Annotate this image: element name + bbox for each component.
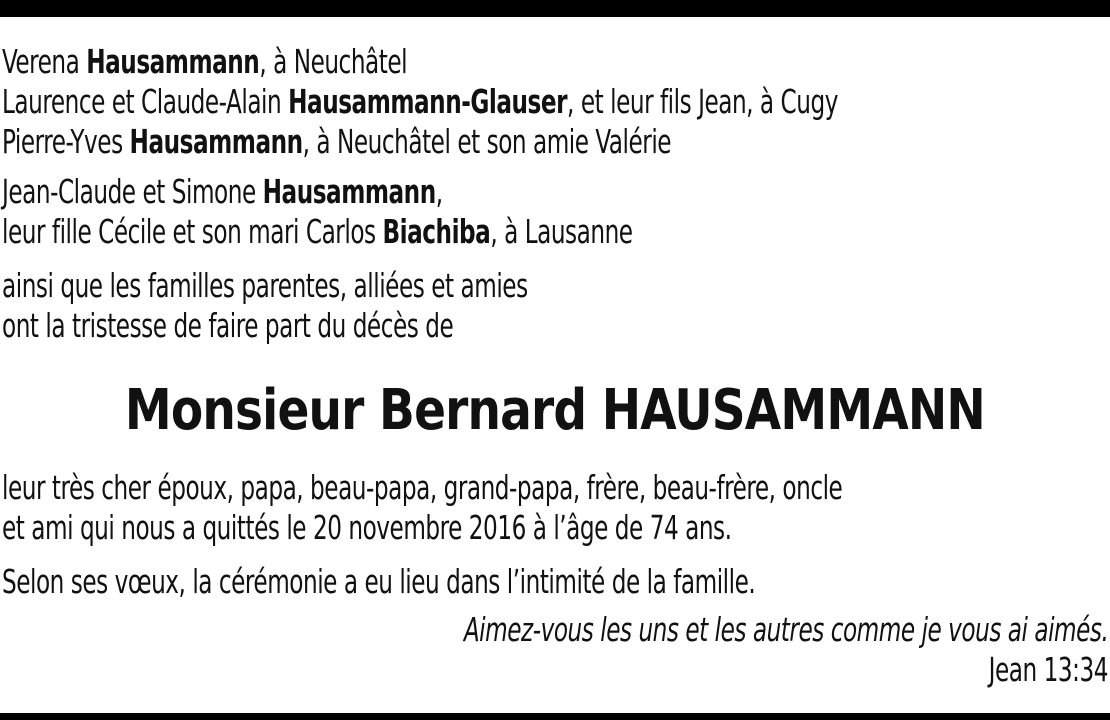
mourner-4-suffix: , [435,172,443,211]
mourner-line-3 [2,122,1108,162]
mourner-3-suffix: , à Neuchâtel et son amie Valérie [302,122,672,161]
mourner-3-surname: Hausammann [129,122,303,161]
top-rule [0,0,1110,17]
mourner-5-surname: Biachiba [382,212,491,251]
mourner-2-surname: Hausammann-Glauser [288,82,568,121]
ceremony-line [2,562,1108,602]
bible-reference-text: Jean 13:34 [988,650,1108,689]
announcement-text-1: ainsi que les familles parentes, alliées et amies [2,266,528,305]
announcement-text-2: ont la tristesse de faire part du décès de [2,306,454,345]
mourner-2-prefix: Laurence et Claude-Alain [2,82,289,121]
bottom-rule [0,713,1110,720]
mourner-line-4 [2,172,1108,212]
bible-quote [2,610,1108,650]
announcement-line-2 [2,306,1108,346]
description-text-1: leur très cher époux, papa, beau-papa, grand-papa, frère, beau-frère, oncle [2,468,843,507]
description-line-1 [2,468,1108,508]
deceased-name-heading [2,376,1108,446]
obituary-notice [2,42,1108,690]
description-line-2 [2,508,1108,548]
mourner-1-surname: Hausammann [86,42,260,81]
mourner-3-prefix: Pierre-Yves [2,122,130,161]
mourner-5-suffix: , à Lausanne [490,212,633,251]
announcement-line-1 [2,266,1108,306]
mourner-1-prefix: Verena [2,42,87,81]
description-text-2: et ami qui nous a quittés le 20 novembre 2016 à l’âge de 74 ans. [2,508,732,547]
ceremony-text: Selon ses vœux, la cérémonie a eu lieu dans l’intimité de la famille. [2,562,756,601]
bible-quote-text: Aimez-vous les uns et les autres comme je vous ai aimés. [463,610,1108,649]
mourner-line-5 [2,212,1108,252]
mourner-1-suffix: , à Neuchâtel [259,42,408,81]
deceased-name: Monsieur Bernard HAUSAMMANN [124,378,986,443]
mourner-5-prefix: leur fille Cécile et son mari Carlos [2,212,383,251]
mourner-4-surname: Hausammann [262,172,436,211]
mourner-2-suffix: , et leur fils Jean, à Cugy [567,82,838,121]
bible-reference [2,650,1108,690]
mourner-line-2 [2,82,1108,122]
mourner-line-1 [2,42,1108,82]
mourner-4-prefix: Jean-Claude et Simone [2,172,263,211]
